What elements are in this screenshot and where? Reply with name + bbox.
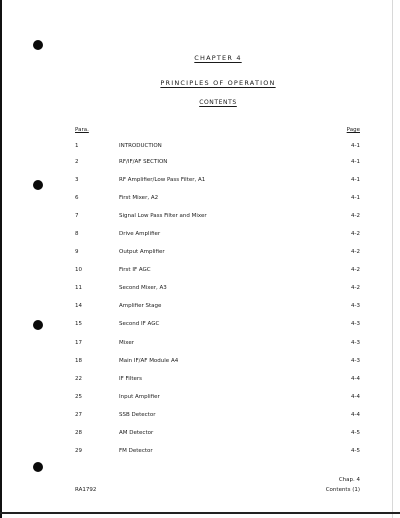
section-title: Input Amplifier — [119, 394, 160, 400]
para-number: 14 — [75, 303, 82, 309]
chapter-heading: CHAPTER 4 — [194, 54, 242, 62]
para-number: 3 — [75, 177, 79, 183]
section-title: First Mixer, A2 — [119, 195, 159, 201]
section-title: SSB Detector — [119, 412, 156, 418]
section-title: IF Filters — [119, 376, 143, 382]
contents-row — [0, 338, 400, 348]
section-title: First IF AGC — [119, 267, 151, 273]
page-number: 4-3 — [351, 303, 360, 309]
binder-hole-1 — [33, 40, 43, 50]
section-title: Mixer — [119, 340, 135, 346]
section-title: Main IF/AF Module A4 — [119, 358, 179, 364]
section-title: AM Detector — [119, 430, 154, 436]
section-title: RF/IF/AF SECTION — [119, 159, 168, 165]
page-number: 4-5 — [351, 448, 360, 454]
page-number: 4-4 — [351, 394, 360, 400]
column-header-page: Page — [346, 127, 360, 133]
document-number: RA1792 — [75, 487, 97, 493]
section-title: Output Amplifier — [119, 249, 165, 255]
chapter-title: PRINCIPLES OF OPERATION — [160, 79, 276, 87]
para-number: 18 — [75, 358, 82, 364]
section-title: Amplifier Stage — [119, 303, 162, 309]
para-number: 22 — [75, 376, 82, 382]
section-title: Drive Amplifier — [119, 231, 161, 237]
contents-heading: CONTENTS — [199, 99, 237, 106]
column-header-para: Para. — [75, 127, 89, 133]
page-number: 4-2 — [351, 249, 360, 255]
chapter-reference: Chap. 4 — [338, 477, 360, 483]
contents-row — [0, 319, 400, 329]
binder-hole-4 — [33, 462, 43, 472]
contents-row — [0, 265, 400, 275]
page-number: 4-4 — [351, 376, 360, 382]
contents-row — [0, 247, 400, 257]
contents-row — [0, 374, 400, 384]
contents-row — [0, 141, 400, 151]
section-title: Signal Low Pass Filter and Mixer — [119, 213, 207, 219]
contents-row — [0, 410, 400, 420]
contents-row — [0, 211, 400, 221]
page-number: 4-3 — [351, 321, 360, 327]
para-number: 2 — [75, 159, 79, 165]
contents-row — [0, 301, 400, 311]
page-left-edge — [0, 0, 2, 518]
page-number: 4-1 — [351, 177, 360, 183]
para-number: 1 — [75, 143, 79, 149]
section-title: Second IF AGC — [119, 321, 160, 327]
para-number: 25 — [75, 394, 82, 400]
section-title: RF Amplifier/Low Pass Filter, A1 — [119, 177, 206, 183]
page-number: 4-3 — [351, 340, 360, 346]
contents-row — [0, 193, 400, 203]
contents-page-reference: Contents (1) — [325, 487, 360, 493]
para-number: 29 — [75, 448, 82, 454]
section-title: FM Detector — [119, 448, 153, 454]
contents-row — [0, 356, 400, 366]
page-number: 4-5 — [351, 430, 360, 436]
page-bottom-edge — [0, 512, 400, 514]
para-number: 7 — [75, 213, 79, 219]
contents-row — [0, 175, 400, 185]
para-number: 15 — [75, 321, 82, 327]
page-number: 4-4 — [351, 412, 360, 418]
section-title: INTRODUCTION — [119, 143, 162, 149]
page-number: 4-2 — [351, 285, 360, 291]
para-number: 27 — [75, 412, 82, 418]
para-number: 9 — [75, 249, 79, 255]
contents-row — [0, 229, 400, 239]
page-number: 4-2 — [351, 213, 360, 219]
para-number: 11 — [75, 285, 82, 291]
contents-row — [0, 392, 400, 402]
contents-row — [0, 446, 400, 456]
page-number: 4-2 — [351, 267, 360, 273]
para-number: 8 — [75, 231, 79, 237]
page-right-edge — [392, 0, 393, 518]
contents-row — [0, 283, 400, 293]
page-number: 4-1 — [351, 159, 360, 165]
section-title: Second Mixer, A3 — [119, 285, 167, 291]
page-number: 4-3 — [351, 358, 360, 364]
page-number: 4-2 — [351, 231, 360, 237]
page-number: 4-1 — [351, 195, 360, 201]
contents-row — [0, 157, 400, 167]
contents-row — [0, 428, 400, 438]
para-number: 17 — [75, 340, 82, 346]
para-number: 6 — [75, 195, 79, 201]
page-number: 4-1 — [351, 143, 360, 149]
para-number: 28 — [75, 430, 82, 436]
para-number: 10 — [75, 267, 82, 273]
